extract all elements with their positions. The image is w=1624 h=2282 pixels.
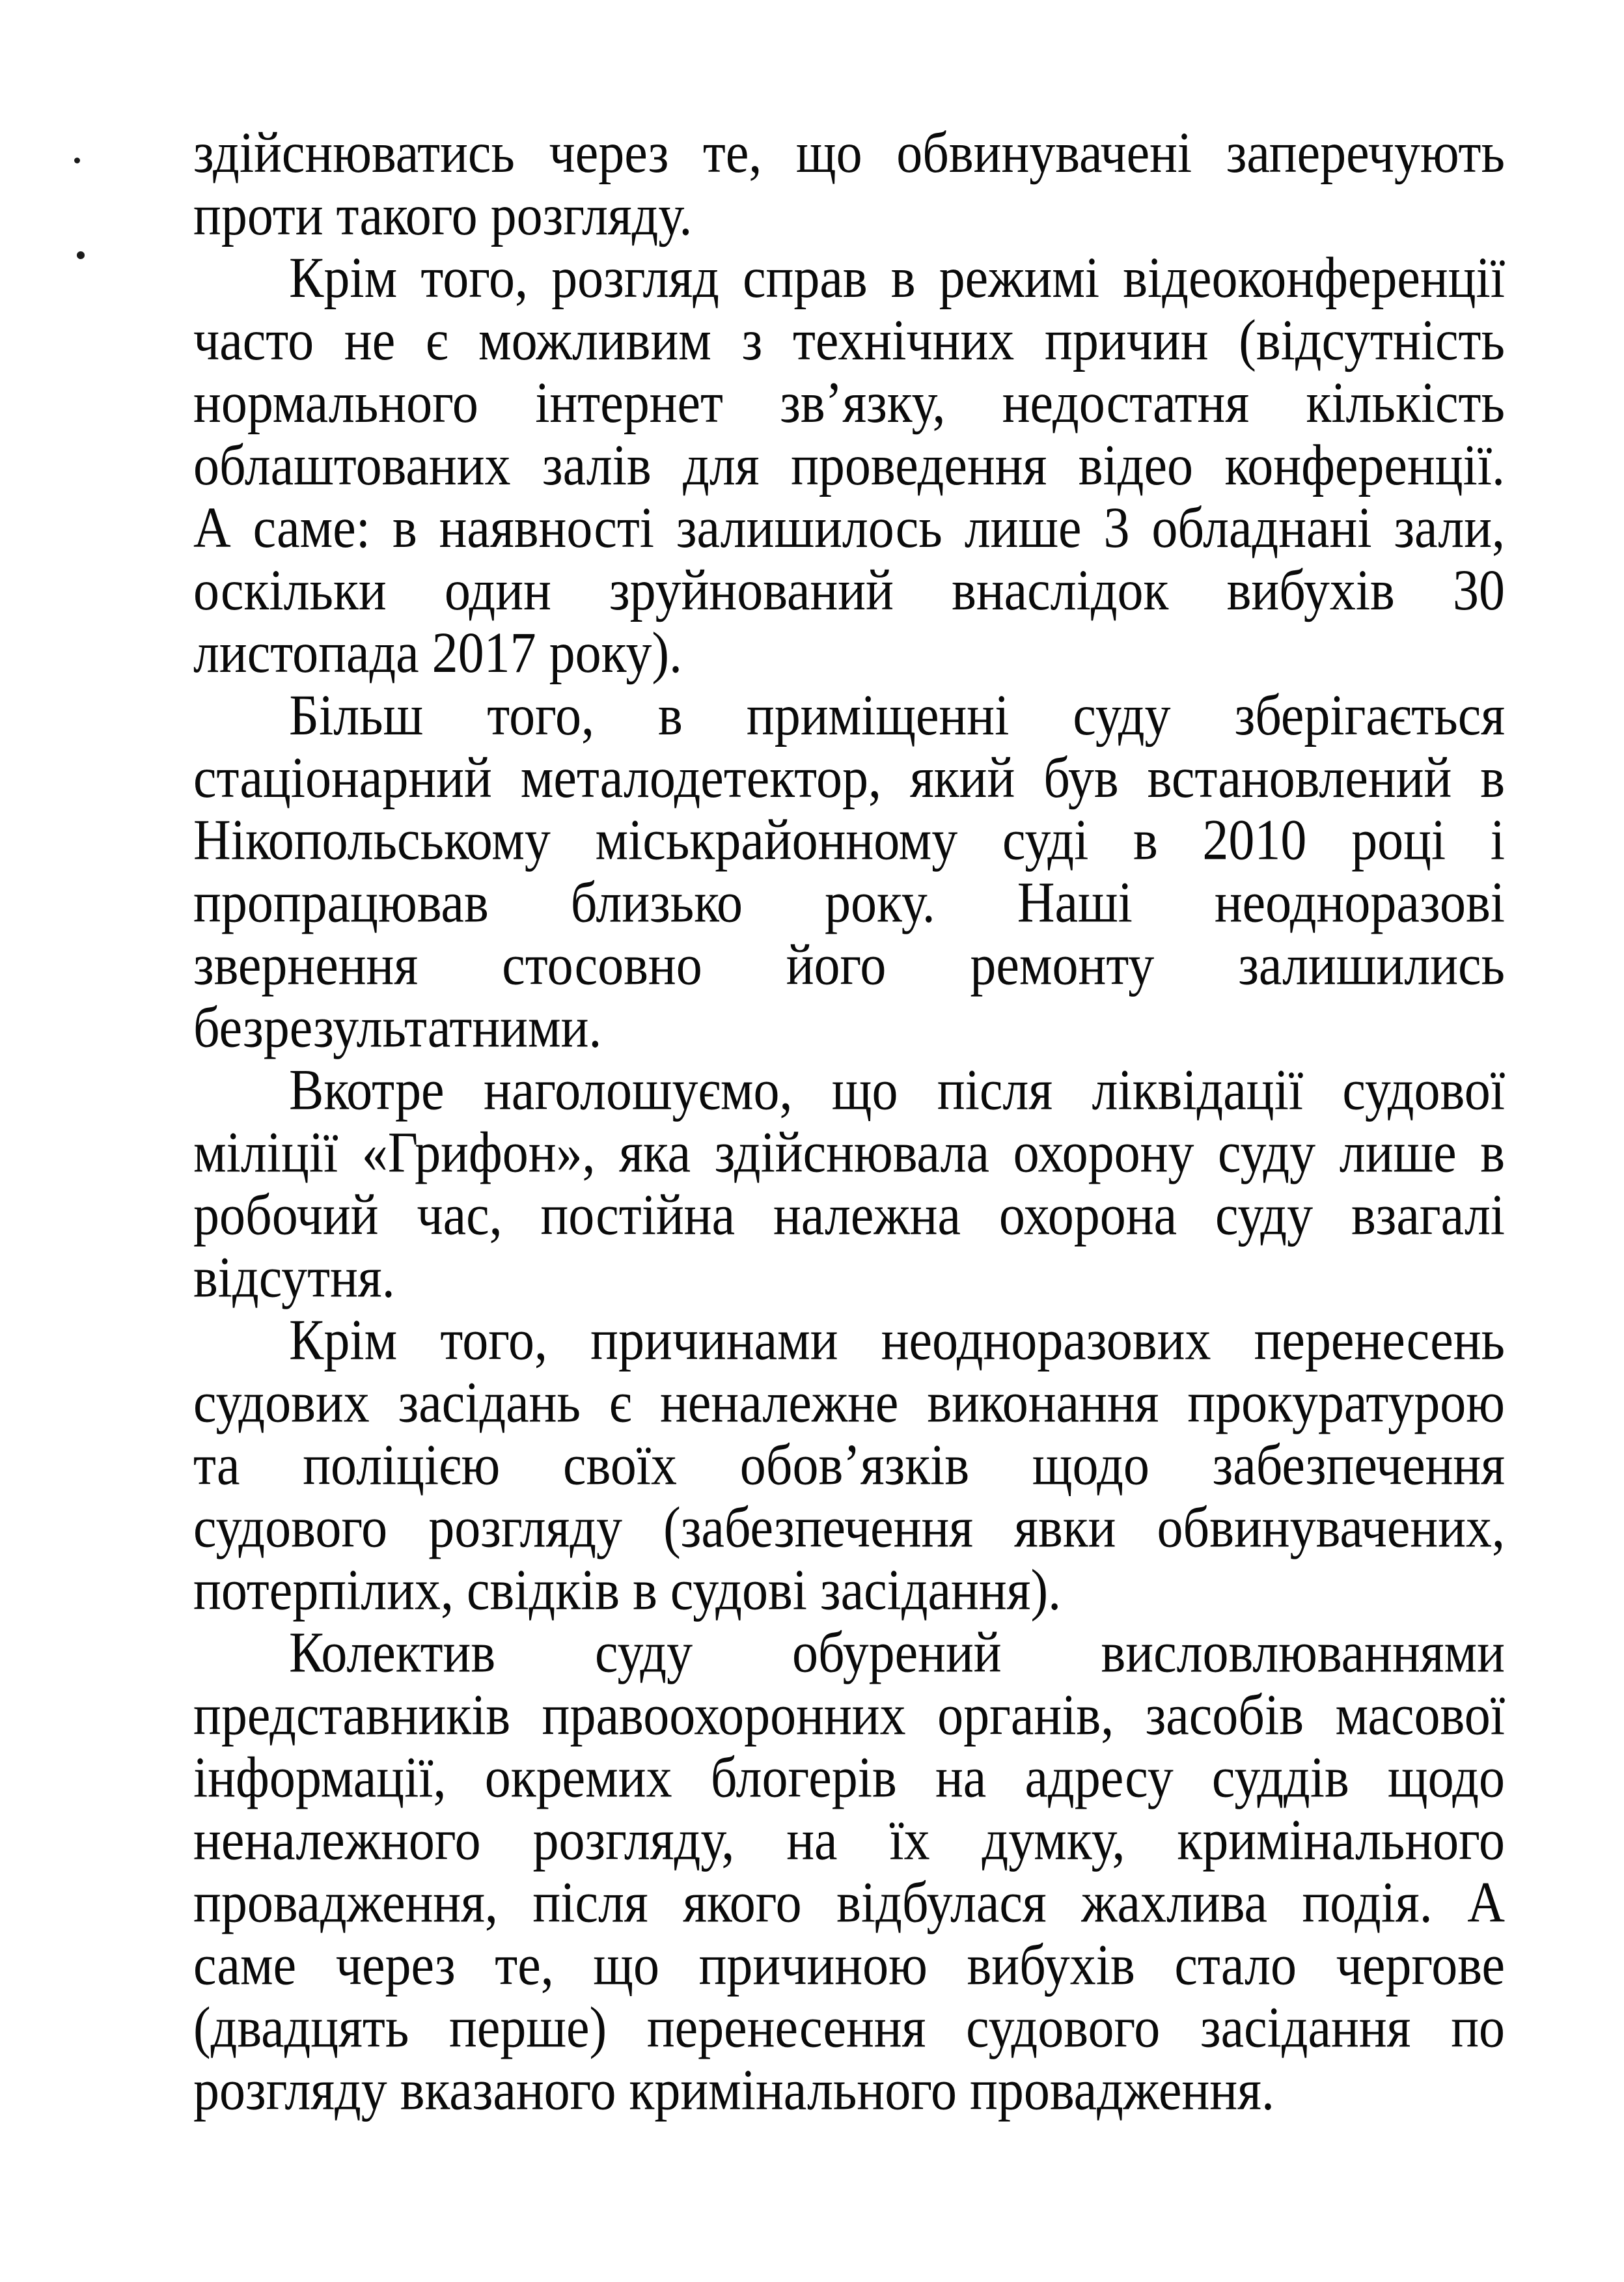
paragraph [193,247,1505,684]
text-line: Колектив суду обурений висловлюваннями [289,1621,1505,1685]
text-line: судових засідань є неналежне виконання прокуратурою [193,1371,1505,1435]
text-line: облаштованих залів для проведення відео конференції. [193,433,1505,497]
text-line: Крім того, причинами неодноразових перенесень [289,1308,1505,1372]
text-line: Вкотре наголошуємо, що після ліквідації судової [289,1058,1505,1122]
text-line: Нікопольському міськрайонному суді в 2010 році і [193,808,1505,872]
paragraph [193,1309,1505,1622]
text-line: представників правоохоронних органів, засобів масової [193,1683,1505,1747]
text-line: нормального інтернет зв’язку, недостатня кількість [193,370,1505,435]
text-line: Більш того, в приміщенні суду зберігається [289,683,1505,747]
paragraph [193,684,1505,1059]
text-line: потерпілих, свідків в судові засідання). [193,1558,1062,1622]
text-line: (двадцять перше) перенесення судового засідання по [193,1996,1505,2060]
text-line: інформації, окремих блогерів на адресу суддів щодо [193,1746,1505,1810]
document-body [193,122,1505,2121]
text-line: пропрацював близько року. Наші неодноразові [193,870,1505,935]
text-line: А саме: в наявності залишилось лише 3 обладнані зали, [193,495,1505,560]
paragraph [193,1059,1505,1309]
text-line: та поліцією своїх обов’язків щодо забезпечення [193,1433,1505,1497]
text-line: проти такого розгляду. [193,183,693,248]
scan-speck [74,158,80,163]
text-line: часто не є можливим з технічних причин (відсутність [193,308,1505,373]
text-line: робочий час, постійна належна охорона суду взагалі [193,1183,1505,1247]
scan-speck [77,251,85,259]
text-line: відсутня. [193,1245,395,1310]
text-line: саме через те, що причиною вибухів стало чергове [193,1933,1505,1997]
text-line: неналежного розгляду, на їх думку, кримінального [193,1808,1505,1872]
text-line: Крім того, розгляд справ в режимі відеоконференції [289,245,1505,311]
text-line: провадження, після якого відбулася жахлива подія. А [193,1871,1505,1935]
text-line: листопада 2017 року). [193,620,683,685]
text-line: розгляду вказаного кримінального провадження. [193,2058,1274,2122]
text-line: міліції «Грифон», яка здійснювала охорону суду лише в [193,1120,1505,1185]
text-line: судового розгляду (забезпечення явки обвинувачених, [193,1496,1505,1560]
text-line: оскільки один зруйнований внаслідок вибухів 30 [193,558,1505,622]
text-line: здійснюватись через те, що обвинувачені заперечують [193,120,1505,186]
text-line: безрезультатними. [193,995,602,1060]
paragraph [193,1621,1505,2121]
text-line: стаціонарний металодетектор, який був встановлений в [193,745,1505,810]
text-line: звернення стосовно його ремонту залишились [193,933,1505,997]
paragraph [193,122,1505,247]
